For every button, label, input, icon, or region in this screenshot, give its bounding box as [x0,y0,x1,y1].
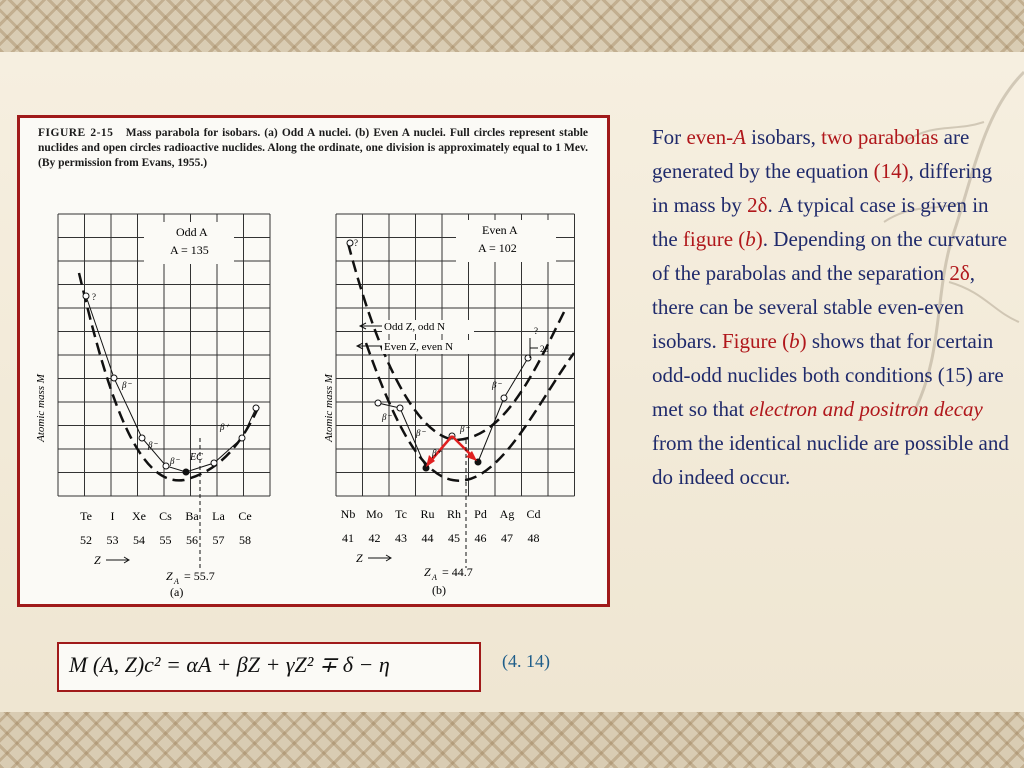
panel-a-point [239,435,245,441]
panel-a-ylabel: Atomic mass M [35,374,47,442]
text-highlight: 2δ [747,193,768,217]
text-highlight: 2δ [949,261,970,285]
element-label: Ce [238,509,252,523]
text-highlight: (14) [873,159,909,183]
panel-b-za: Z [424,565,431,579]
panel-b-za-sub: A [432,573,437,582]
element-label: Rh [446,507,462,521]
panel-b-point [375,400,381,406]
element-label: Tc [395,507,407,521]
panel-a-za-value: = 55.7 [184,569,215,583]
panel-a-sublabel: (a) [170,585,184,599]
element-label: Xe [132,509,146,523]
text-run: , there can be several stable even-even isobars. [652,261,976,353]
text-highlight: even- [686,125,734,149]
element-label: Cs [159,509,172,523]
z-value-label: 46 [474,531,487,545]
panel-b-sublabel: (b) [432,583,446,597]
element-label: La [212,509,225,523]
text-run: For [652,125,687,149]
element-label: I [110,509,115,523]
element-label: Mo [366,507,383,521]
panel-a-anno: β⁺ [220,422,230,432]
text-run: . A typical case is given in the [652,193,989,251]
panel-b-plot [316,208,600,600]
panel-a-point [163,463,169,469]
panel-a-header-1: Odd A [176,225,208,239]
delta-marker: 2δ [540,344,549,354]
z-value-label: 57 [212,533,225,547]
figure-caption-text: Mass parabola for isobars. (a) Odd A nuclei. (b) Even A nuclei. Full circles represent stable nuclides and open circles radioactive nuclides. Along the ordinate, one division is approximately equal to 1 Mev. (By permission from Evans, 1955.) [38,127,589,169]
figure-2-15 [17,115,610,607]
equation-box [57,642,481,692]
text-run: isobars, [745,125,822,149]
even-even-parabola [366,343,574,481]
panel-b-point [397,405,403,411]
panel-a-point [83,293,89,299]
panel-b-anno: β⁻ [492,380,502,390]
decorative-top-border [0,0,1024,52]
even-even-label: Even Z, even N [384,341,454,353]
text-highlight: ) [799,329,807,353]
z-value-label: 53 [106,533,119,547]
mass-equation: M (A, Z)c² = αA + βZ + γZ² ∓ δ − η [69,652,390,677]
text-highlight: figure ( [682,227,746,251]
panel-a-za: Z [166,569,173,583]
element-label: Ag [499,507,515,521]
panel-a-anno: ? [92,292,96,302]
z-value-label: 55 [159,533,172,547]
text-highlight: b [789,329,800,353]
panel-b-point [501,395,507,401]
panel-a-anno: β⁻ [170,456,180,466]
panel-a-header-2: A = 135 [170,243,209,257]
panel-a-point [139,435,145,441]
figure-caption [38,126,588,171]
panel-a-anno: β⁻ [122,380,132,390]
panel-a-za-sub: A [174,577,179,586]
panel-b-point [347,240,353,246]
element-label: Ba [185,509,199,523]
panel-a-z-axis: Z [94,553,101,567]
text-highlight: electron and positron decay [749,397,983,421]
element-label: Cd [526,507,541,521]
panel-b-ylabel: Atomic mass M [323,374,335,442]
element-label: Ru [420,507,435,521]
panel-b-stable-point [423,465,430,472]
panel-a-stable-point [183,469,190,476]
panel-a-point [211,460,217,466]
z-value-label: 56 [186,533,198,547]
z-value-label: 48 [527,531,540,545]
figure-label: FIGURE 2-15 [38,127,114,139]
text-run: are generated by the equation [652,125,970,183]
panel-a-anno: EC [190,452,203,463]
z-value-label: 44 [421,531,434,545]
z-value-label: 41 [342,531,354,545]
panel-b-header-1: Even A [482,223,518,237]
panel-b-anno: β⁻ [382,412,392,422]
text-highlight: Figure ( [722,329,790,353]
z-value-label: 42 [368,531,381,545]
panel-b-anno: β⁻ [416,428,426,438]
text-run: . Depending on the curvature of the parabolas and the separation [652,227,1008,285]
decorative-bottom-border [0,712,1024,768]
panel-b-header-2: A = 102 [478,241,517,255]
z-value-label: 58 [239,533,251,547]
panel-b-anno: ? [534,326,538,336]
panel-b-anno: ? [354,238,358,248]
z-value-label: 54 [133,533,145,547]
z-value-label: 45 [448,531,460,545]
panel-b-anno: β⁻ [460,424,470,434]
text-run: from the identical nuclide are possible and do indeed occur. [652,431,1009,489]
panel-a-plot [24,208,304,600]
panel-b-anno: β⁺ [432,448,442,458]
element-label: Pd [474,507,487,521]
panel-a-point [111,375,117,381]
z-value-label: 47 [501,531,513,545]
explanation-text [652,120,1012,494]
element-label: Nb [340,507,356,521]
text-run: , differing in mass by [652,159,993,217]
panel-b-z-axis: Z [356,551,363,565]
text-run: shows that for certain odd-odd nuclides both conditions (15) are met so that [652,329,1004,421]
text-highlight: ) [755,227,763,251]
z-value-label: 52 [80,533,92,547]
panel-a-point [253,405,259,411]
odd-odd-label: Odd Z, odd N [384,321,446,333]
text-highlight: A [733,125,746,149]
panel-a-anno: β⁻ [148,440,158,450]
element-label: Te [80,509,92,523]
text-highlight: two parabolas [821,125,939,149]
equation-number: (4. 14) [502,651,550,671]
panel-b-za-value: = 44.7 [442,565,473,579]
z-value-label: 43 [395,531,407,545]
text-highlight: b [745,227,756,251]
